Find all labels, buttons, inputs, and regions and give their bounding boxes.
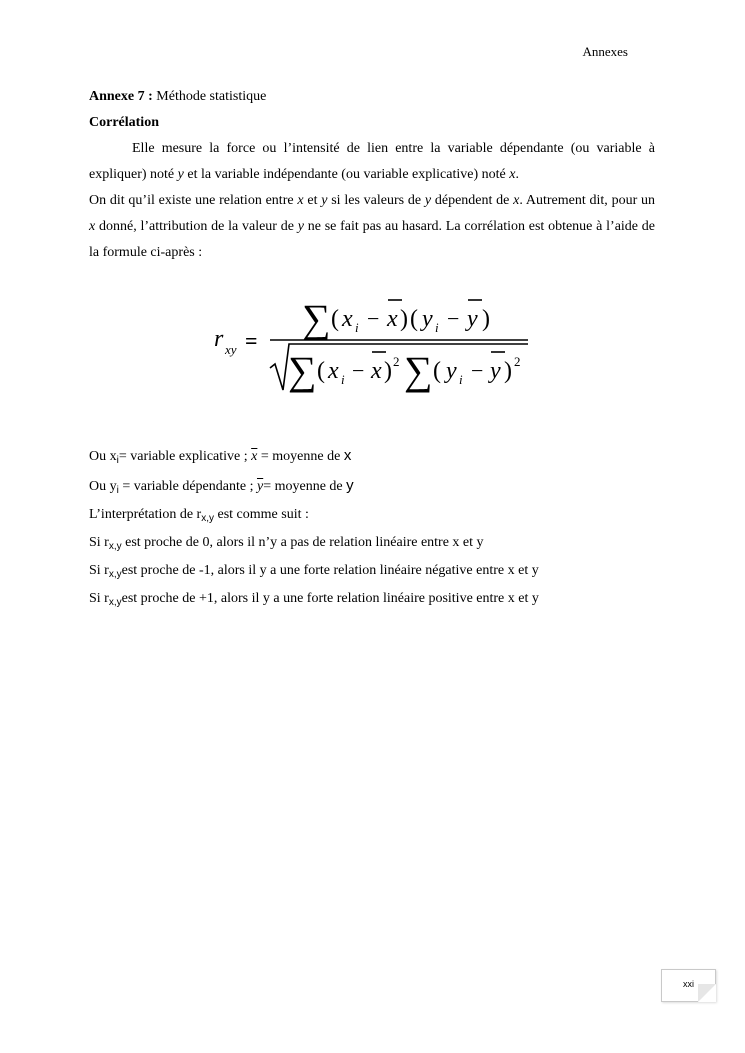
index-i: i (341, 372, 345, 387)
index-i: i (355, 320, 359, 335)
exponent: 2 (393, 354, 400, 369)
text-run: Ou y (89, 479, 117, 494)
sum-symbol-numerator: ∑ (302, 296, 331, 341)
sum-symbol-den-2: ∑ (404, 348, 433, 393)
text-run: est comme suit : (214, 507, 309, 522)
definition-x (89, 447, 351, 466)
interpretation-item (89, 535, 484, 552)
page-fold-icon (698, 984, 716, 1002)
text-run: Elle mesure la force ou l’intensité de lien entre la variable dépendante (ou variable à expliquer) noté (89, 141, 655, 182)
paren: ) (384, 358, 392, 384)
math-var: x (513, 193, 520, 208)
text-run: donné, l’attribution de la valeur de (95, 219, 298, 234)
correlation-formula (200, 282, 540, 402)
text-run: est proche de -1, alors il y a une forte relation linéaire négative entre x et y (121, 563, 539, 578)
index-i: i (459, 372, 463, 387)
interpretation-item (89, 563, 539, 580)
subscript: x,y (108, 597, 122, 608)
definition-y (89, 477, 354, 496)
var-x: x (342, 306, 353, 332)
math-var: y (424, 193, 432, 208)
sum-symbol-den-1: ∑ (288, 348, 317, 393)
formula-equals: = (245, 328, 258, 353)
paragraph-explanation (89, 188, 655, 266)
paren: ) (504, 358, 512, 384)
var-y: y (446, 358, 457, 384)
var-xbar: x (371, 358, 382, 384)
var-ybar: y (467, 306, 478, 332)
text-run: On dit qu’il existe une relation entre (89, 193, 298, 208)
math-var: y (297, 219, 304, 234)
paren: ) (482, 306, 490, 332)
paren: ( (433, 358, 441, 384)
text-run: si les valeurs de (327, 193, 425, 208)
var-xbar: x (387, 306, 398, 332)
text-run: Si r (89, 535, 109, 550)
var-y: y (422, 306, 433, 332)
exponent: 2 (514, 354, 521, 369)
paren: ( (410, 306, 418, 332)
text-run: est proche de 0, alors il n’y a pas de relation linéaire entre x et y (121, 535, 484, 550)
section-heading: Corrélation (89, 115, 159, 130)
subscript: x,y (108, 569, 122, 580)
interpretation-intro (89, 507, 309, 524)
math-var: y (177, 167, 184, 182)
text-run: dépendent de (431, 193, 514, 208)
annex-label: Annexe 7 : (89, 89, 153, 104)
text-run: = moyenne de (263, 479, 347, 494)
mean-symbol: $\overline{y}$ (256, 479, 264, 494)
math-var: y (321, 193, 328, 208)
var-x: x (328, 358, 339, 384)
interpretation-item (89, 591, 539, 608)
paren: ( (317, 358, 325, 384)
math-var: x (509, 167, 516, 182)
var-ybar: y (490, 358, 501, 384)
text-run: et la variable indépendante (ou variable explicative) noté (183, 167, 510, 182)
subscript: i (116, 485, 119, 496)
text-run: Si r (89, 563, 109, 578)
text-run: Ou x (89, 449, 117, 464)
text-run: x (343, 447, 352, 464)
paren: ) (400, 306, 408, 332)
math-var: x (89, 219, 96, 234)
annex-title (89, 89, 266, 105)
text-run: ne se fait pas au hasard. La corrélation est obtenue à l’aide de la formule ci-après : (89, 219, 655, 260)
paragraph-definition (89, 136, 655, 188)
formula-r-sub: xy (225, 342, 237, 357)
minus-sign: − (352, 358, 365, 383)
mean-symbol: $\overline{x}$ (251, 449, 258, 464)
minus-sign: − (367, 306, 380, 331)
annex-title-text: Méthode statistique (156, 89, 267, 104)
page-header: Annexes (582, 44, 628, 59)
page-number-box (661, 969, 716, 1002)
text-run: . Autrement dit, pour un (519, 193, 656, 208)
text-run: = moyenne de (257, 449, 344, 464)
minus-sign: − (447, 306, 460, 331)
paren: ( (331, 306, 339, 332)
text-run: . (515, 167, 519, 182)
math-var: x (297, 193, 304, 208)
subscript: x,y (201, 513, 214, 524)
text-run: = variable explicative ; (118, 449, 252, 464)
text-run: = variable dépendante ; (118, 479, 257, 494)
subscript: i (116, 455, 119, 466)
text-run: L’interprétation de r (89, 507, 202, 522)
subscript: x,y (108, 541, 122, 552)
text-run: y (346, 477, 354, 494)
formula-r: r (214, 326, 224, 352)
text-run: et (303, 193, 322, 208)
minus-sign: − (471, 358, 484, 383)
index-i: i (435, 320, 439, 335)
page-number: xxi (683, 979, 694, 989)
text-run: est proche de +1, alors il y a une forte relation linéaire positive entre x et y (121, 591, 539, 606)
text-run: Si r (89, 591, 109, 606)
